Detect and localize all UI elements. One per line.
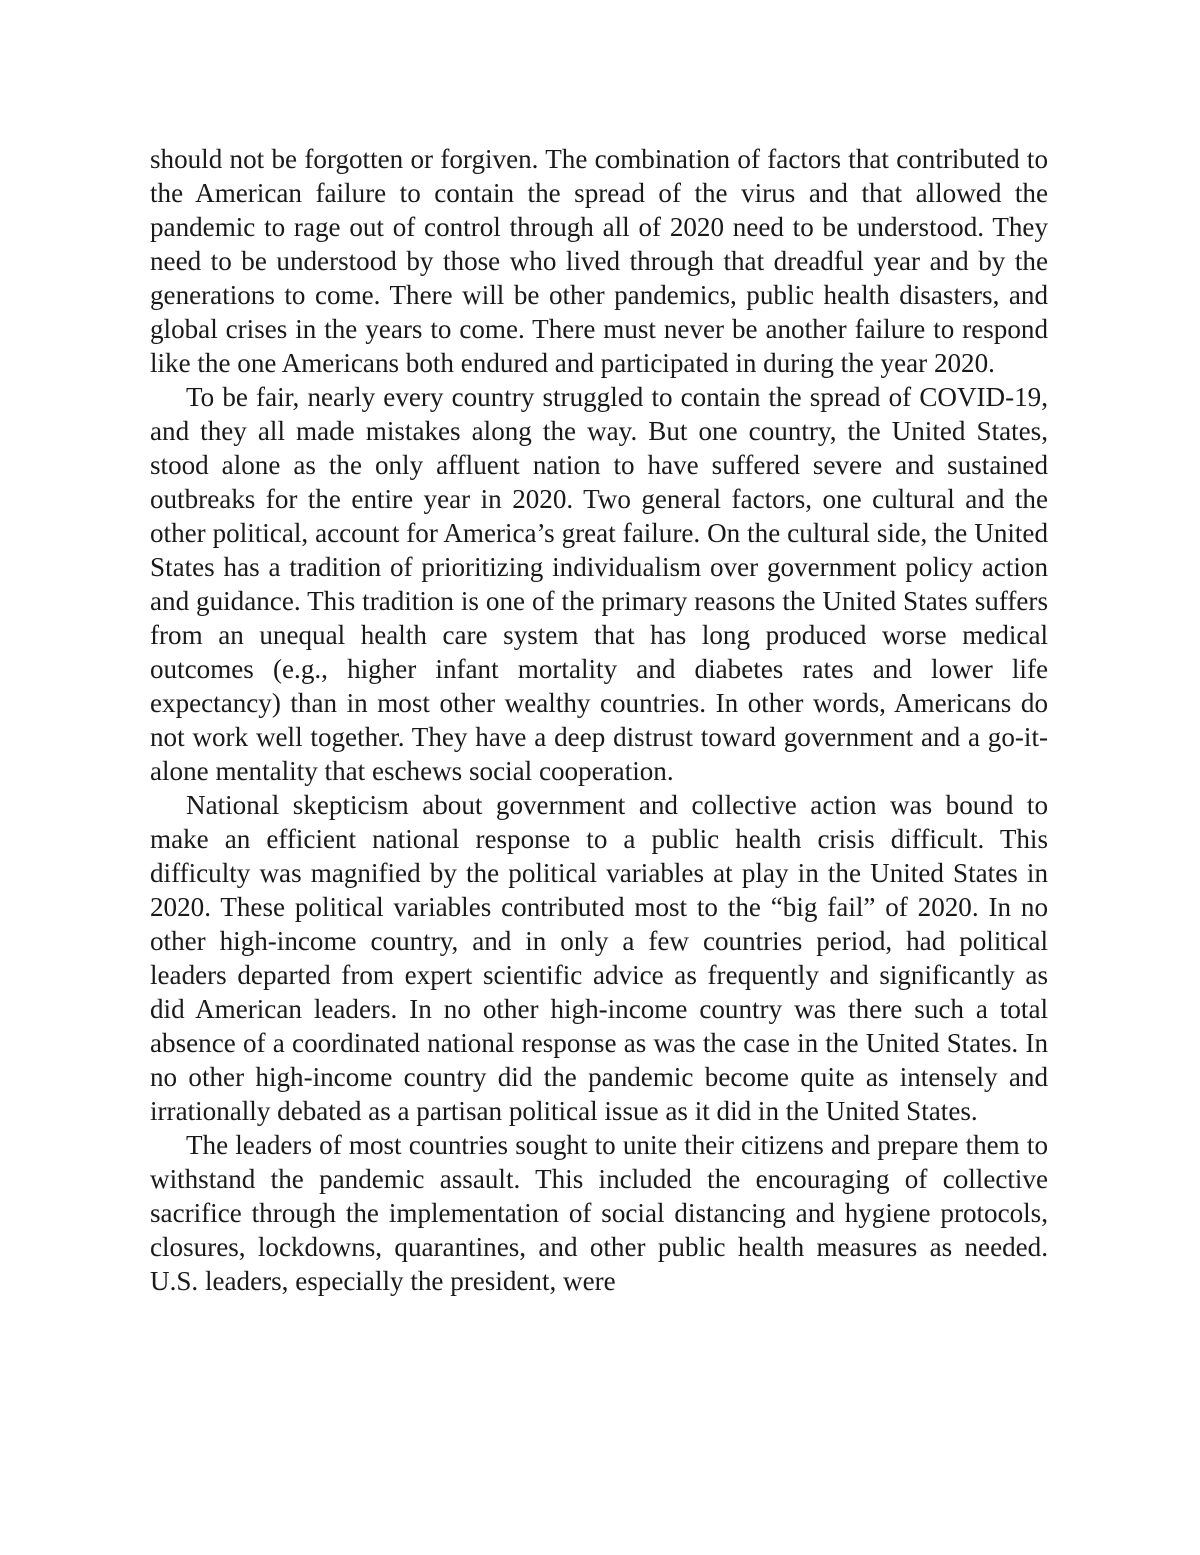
paragraph-4: The leaders of most countries sought to unite their citizens and prepare them to withstand the pandemic assault. This included the encouraging of collective sacrifice through the implementation of social distancing and hygiene protocols, closures, lockdowns, quarantines, and other public health measures as needed. U.S. leaders, especially the president, were xyxy=(150,1130,1048,1296)
document-page xyxy=(150,142,1048,1298)
paragraph-2: To be fair, nearly every country struggled to contain the spread of COVID-19, and they all made mistakes along the way. But one country, the United States, stood alone as the only affluent nation to have suffered severe and sustained outbreaks for the entire year in 2020. Two general factors, one cultural and the other political, account for America’s great failure. On the cultural side, the United States has a tradition of prioritizing individualism over government policy action and guidance. This tradition is one of the primary reasons the United States suffers from an unequal health care system that has long produced worse medical outcomes (e.g., higher infant mortality and diabetes rates and lower life expectancy) than in most other wealthy countries. In other words, Americans do not work well together. They have a deep distrust toward government and a go-it-alone mentality that eschews social cooperation. xyxy=(150,382,1048,786)
paragraph-1: should not be forgotten or forgiven. The combination of factors that contributed to the American failure to contain the spread of the virus and that allowed the pandemic to rage out of control through all of 2020 need to be understood. They need to be understood by those who lived through that dreadful year and by the generations to come. There will be other pandemics, public health disasters, and global crises in the years to come. There must never be another failure to respond like the one Americans both endured and participated in during the year 2020. xyxy=(150,144,1048,378)
paragraph-3: National skepticism about government and collective action was bound to make an efficient national response to a public health crisis difficult. This difficulty was magnified by the political variables at play in the United States in 2020. These political variables contributed most to the “big fail” of 2020. In no other high-income country, and in only a few countries period, had political leaders departed from expert scientific advice as frequently and significantly as did American leaders. In no other high-income country was there such a total absence of a coordinated national response as was the case in the United States. In no other high-income country did the pandemic become quite as intensely and irrationally debated as a partisan political issue as it did in the United States. xyxy=(150,790,1048,1126)
